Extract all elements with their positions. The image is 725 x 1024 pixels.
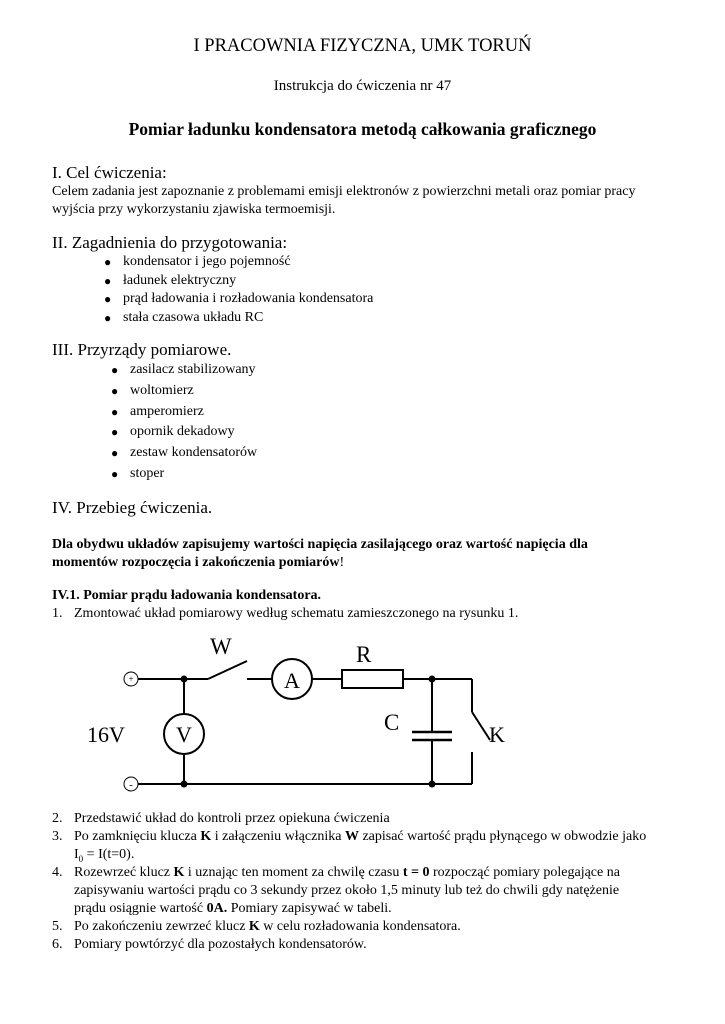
ammeter-label: A <box>284 668 300 693</box>
switch-w-label: W <box>210 634 232 659</box>
bullet-icon: ● <box>111 425 119 440</box>
section4-heading: IV. Przebieg ćwiczenia. <box>52 498 213 517</box>
page-title: Pomiar ładunku kondensatora metodą całkowania graficznego <box>128 119 597 139</box>
bullet-icon: ● <box>111 363 119 377</box>
terminal-plus-label: + <box>128 674 134 684</box>
bullet-icon: ● <box>104 292 112 306</box>
switch-k-blade <box>472 712 490 740</box>
voltage-label: 16V <box>87 722 125 747</box>
switch-w-blade <box>208 661 247 679</box>
voltmeter-label: V <box>176 722 192 747</box>
list-item: ● stoper <box>130 464 257 485</box>
section2-heading: II. Zagadnienia do przygotowania: <box>52 233 288 252</box>
bullet-icon: ● <box>104 273 112 288</box>
bullet-icon: ● <box>104 255 112 269</box>
junction-dot <box>181 781 188 788</box>
junction-dot <box>429 676 436 683</box>
list-item: ● opornik dekadowy <box>130 422 257 443</box>
section1-heading: I. Cel ćwiczenia: <box>52 163 167 182</box>
terminal-minus-label: - <box>129 779 133 791</box>
list-item: ● amperomierz <box>130 402 257 423</box>
capacitor-label: C <box>384 710 400 735</box>
junction-dot <box>429 781 436 788</box>
bullet-icon: ● <box>111 466 119 481</box>
subsection-heading: IV.1. Pomiar prądu ładowania kondensatora. <box>52 588 322 603</box>
bullet-icon: ● <box>111 404 119 419</box>
list-item: ● stała czasowa układu RC <box>123 309 373 328</box>
section1-line2: wyjścia przy wykorzystaniu zjawiska termoemisji. <box>52 202 336 217</box>
junction-dot <box>181 676 188 683</box>
list-item: ● zestaw kondensatorów <box>130 443 257 464</box>
section4-note-line2: momentów rozpoczęcia i zakończenia pomiarów! <box>52 555 345 570</box>
bullet-icon: ● <box>111 446 119 461</box>
section1-line1: Celem zadania jest zapoznanie z problemami emisji elektronów z powierzchni metali oraz pomiar pracy <box>52 184 636 199</box>
bullet-icon: ● <box>111 383 119 398</box>
list-item: ● zasilacz stabilizowany <box>130 360 257 381</box>
list-item: ● ładunek elektryczny <box>123 272 373 291</box>
bullet-icon: ● <box>104 310 112 325</box>
resistor-label: R <box>356 642 372 667</box>
document-page: I PRACOWNIA FIZYCZNA, UMK TORUŃ Instrukcja do ćwiczenia nr 47 Pomiar ładunku kondensatora metodą całkowania graficznego I. Cel ćwiczenia: Celem zadania jest zapoznanie z problemami emisji elektronów z powierzchni metali oraz pomiar pracy wyjścia przy wykorzystaniu zjawiska termoemisji. II. Zagadnienia do przygotowania: ● kondensator i jego pojemność ● ładunek elektryczny ● prąd ładowania i rozładowania kondensatora ● stała czasowa układu RC III. Przyrządy pomiarowe. ● zasilacz stabilizowany ● woltomierz ● amperomierz ● opornik dekadowy ● zestaw kondensatorów ● stoper IV. Przebieg ćwiczenia. Dla obydwu układów zapisujemy wartości napięcia zasilającego oraz wartość napięcia dla momentów rozpoczęcia i zakończenia pomiarów! IV.1. Pomiar prądu ładowania kondensatora. 1. Zmontować układ pomiarowy według schematu zamieszczonego na rysunku 1. + - W A R C K V 16V 2. Przedstawić układ do kontroli przez opiekuna ćwiczenia 3. Po zamknięciu klucza K i załączeniu włącznika W zapisać wartość prądu płynącego w obwodzie jako $I_0 = I(t=0)$. 4. Rozewrzeć klucz K i uznając ten moment za chwilę czasu t = 0 rozpocząć pomiary polegające na zapisywaniu wartości prądu co 3 sekundy przez około 1,5 minuty lub też do chwili gdy natężenie prądu osiągnie wartość 0A. Pomiary zapisywać w tabeli. 5. Po zakończeniu zewrzeć klucz K w celu rozładowania kondensatora. 6. Pomiary powtórzyć dla pozostałych kondensatorów. <box>0 0 725 1024</box>
list-item: ● prąd ładowania i rozładowania kondensatora <box>123 290 373 309</box>
list-item: ● kondensator i jego pojemność <box>123 253 373 272</box>
resistor-symbol <box>342 670 403 688</box>
institution-header: I PRACOWNIA FIZYCZNA, UMK TORUŃ <box>193 36 532 56</box>
section3-heading: III. Przyrządy pomiarowe. <box>52 340 232 359</box>
instruction-number: Instrukcja do ćwiczenia nr 47 <box>273 78 452 94</box>
section4-note-line1: Dla obydwu układów zapisujemy wartości napięcia zasilającego oraz wartość napięcia dla <box>52 537 588 552</box>
switch-k-label: K <box>489 722 505 747</box>
list-item: ● woltomierz <box>130 381 257 402</box>
